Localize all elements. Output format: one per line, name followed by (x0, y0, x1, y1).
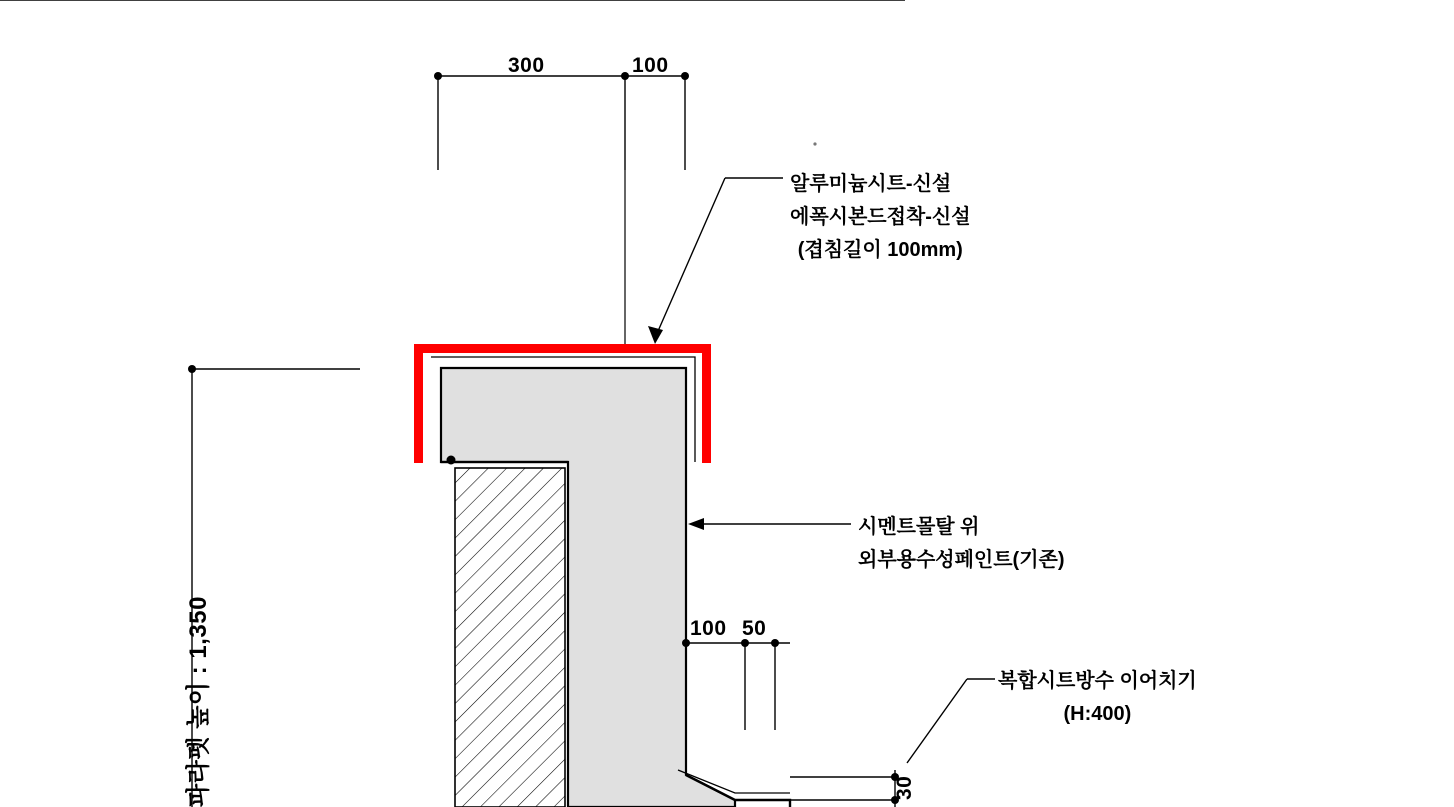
leader-aluminum-sheet (655, 178, 783, 338)
leader-arrow-cement (688, 518, 704, 530)
hatched-wall-section (455, 468, 565, 807)
note-aluminum-sheet (790, 168, 971, 267)
leader-arrow-aluminum (648, 326, 663, 344)
note-cement-mortar (858, 511, 1065, 577)
note-aluminum-line-1: 알루미늄시트-신설 (790, 173, 952, 195)
drop-dimension-group (790, 770, 895, 807)
dim-top-left-300: 300 (508, 54, 545, 77)
note-cement-line-1: 시멘트몰탈 위 (858, 516, 980, 538)
top-dimension-group (438, 76, 685, 170)
height-dimension-group (192, 369, 360, 807)
height-dimension-tick (188, 365, 196, 373)
note-composite-sheet (998, 665, 1197, 731)
note-composite-line-2: (H:400) (1063, 703, 1132, 725)
lower-dimension-group (686, 643, 790, 730)
dim-parapet-height: 파라펫 높이 : 1,350 (185, 596, 212, 807)
dim-lower-100: 100 (690, 617, 727, 640)
dim-top-right-100: 100 (632, 54, 669, 77)
note-composite-line-1: 복합시트방수 이어치기 (998, 670, 1197, 692)
corner-node (447, 456, 456, 465)
note-cement-line-2: 외부용수성페인트(기존) (858, 549, 1065, 571)
dim-drop-30: 30 (893, 775, 916, 800)
dim-lower-50: 50 (742, 617, 767, 640)
note-aluminum-line-3: (겹침길이 100mm) (797, 239, 963, 261)
note-aluminum-line-2: 에폭시본드접착-신설 (790, 206, 971, 228)
stray-dot (813, 142, 816, 145)
